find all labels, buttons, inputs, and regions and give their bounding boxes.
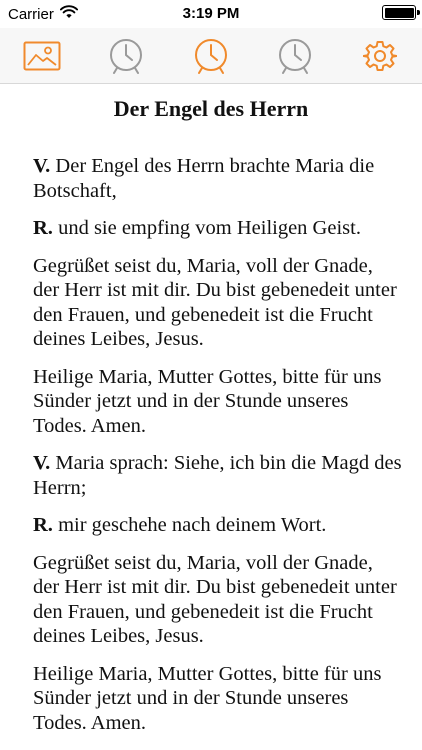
image-button[interactable] xyxy=(0,28,84,83)
prayer-text xyxy=(33,154,402,748)
paragraph-text: und sie empfing vom Heiligen Geist. xyxy=(52,217,361,239)
image-icon xyxy=(23,41,61,71)
battery-tip xyxy=(417,10,420,15)
prayer-paragraph xyxy=(33,254,402,352)
gear-icon xyxy=(363,39,397,73)
prayer-paragraph xyxy=(33,551,402,649)
paragraph-text: Gegrüßet seist du, Maria, voll der Gnade, der Herr ist mit dir. Du bist gebenedeit unter den Frauen, und gebenedeit ist die Frucht deines Leibes, Jesus. xyxy=(33,254,397,350)
paragraph-text: Gegrüßet seist du, Maria, voll der Gnade, der Herr ist mit dir. Du bist gebenedeit unter den Frauen, und gebenedeit ist die Frucht deines Leibes, Jesus. xyxy=(33,551,397,647)
clock-icon xyxy=(277,37,313,75)
response-marker: R. xyxy=(33,217,53,239)
carrier-label: Carrier xyxy=(8,5,54,23)
clock-icon xyxy=(193,37,229,75)
paragraph-text: Maria sprach: Siehe, ich bin die Magd des Herrn; xyxy=(33,452,402,499)
clock-icon xyxy=(108,37,144,75)
paragraph-text: Der Engel des Herrn brachte Maria die Botschaft, xyxy=(33,155,375,202)
prayer-paragraph xyxy=(33,365,402,439)
prayer-view[interactable] xyxy=(0,84,422,750)
status-right xyxy=(382,5,416,20)
page-title: Der Engel des Herrn xyxy=(113,96,309,121)
clock-morning-button[interactable] xyxy=(84,28,168,83)
verse-marker: V. xyxy=(33,452,51,474)
settings-button[interactable] xyxy=(338,28,422,83)
clock-noon-button[interactable] xyxy=(169,28,253,83)
paragraph-text: Heilige Maria, Mutter Gottes, bitte für uns Sünder jetzt und in der Stunde unseres Todes. Amen. xyxy=(33,662,382,734)
prayer-paragraph xyxy=(33,154,402,203)
prayer-paragraph xyxy=(33,216,402,241)
battery-icon xyxy=(382,5,416,20)
verse-marker: V. xyxy=(33,155,51,177)
paragraph-text: Heilige Maria, Mutter Gottes, bitte für uns Sünder jetzt und in der Stunde unseres Todes. Amen. xyxy=(33,365,382,437)
response-marker: R. xyxy=(33,514,53,536)
prayer-paragraph xyxy=(33,451,402,500)
status-bar xyxy=(0,0,422,28)
prayer-paragraph xyxy=(33,513,402,538)
status-time: 3:19 PM xyxy=(182,5,240,22)
paragraph-text: mir geschehe nach deinem Wort. xyxy=(52,514,327,536)
battery-level xyxy=(385,8,414,18)
clock-evening-button[interactable] xyxy=(253,28,337,83)
toolbar xyxy=(0,28,422,84)
prayer-paragraph xyxy=(33,662,402,736)
